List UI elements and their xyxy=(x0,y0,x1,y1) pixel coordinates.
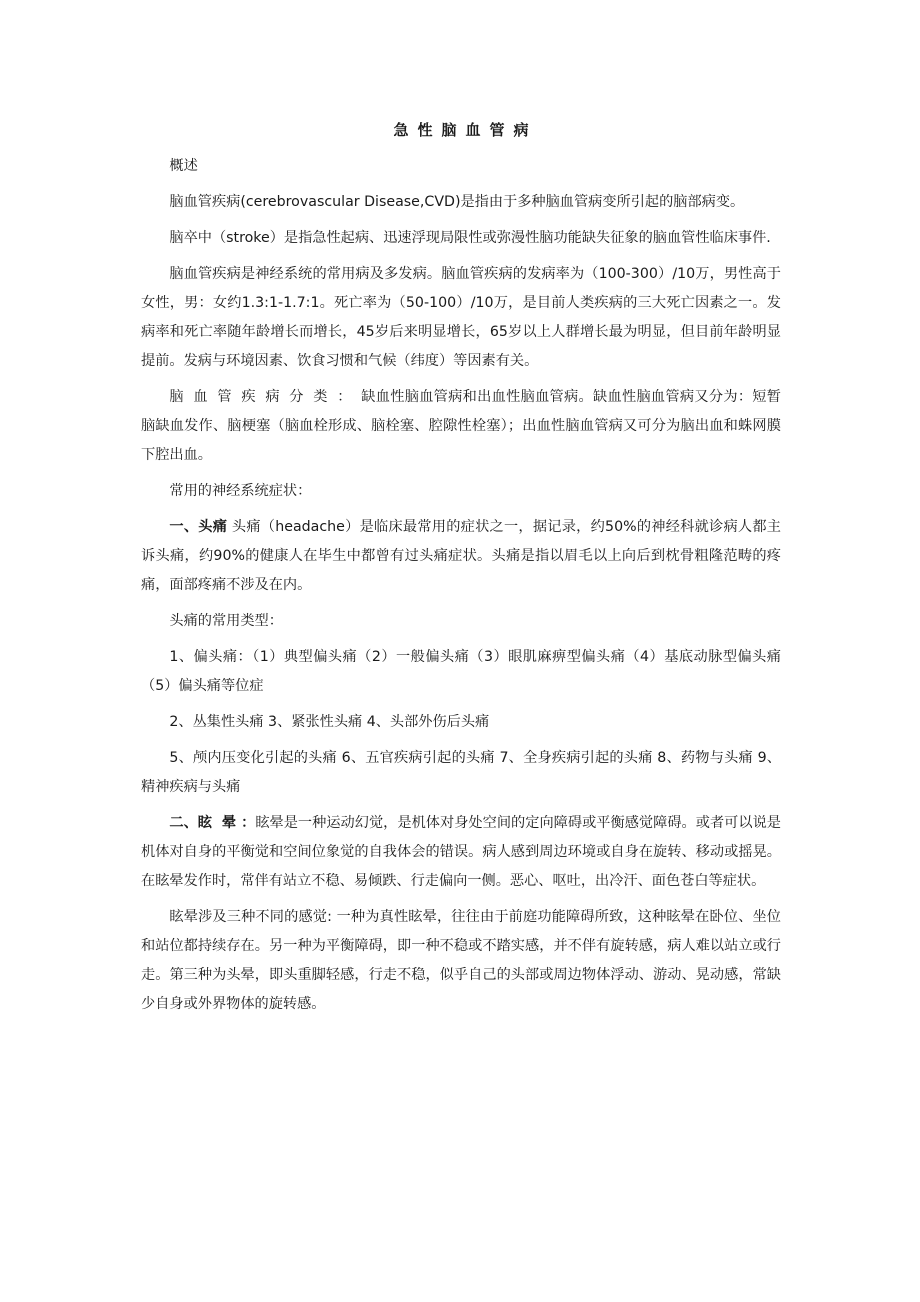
classification-body: 缺血性脑血管病和出血性脑血管病。缺血性脑血管病又分为：短暂脑缺血发作、脑梗塞（脑血栓形成、脑栓塞、腔隙性栓塞）；出血性脑血管病又可分为脑出血和蛛网膜下腔出血。 xyxy=(141,389,781,463)
vertigo-body: 眩晕是一种运动幻觉，是机体对身处空间的定向障碍或平衡感觉障碍。或者可以说是机体对自身的平衡觉和空间位象觉的自我体会的错误。病人感到周边环境或自身在旋转、移动或摇晃。在眩晕发作时，常伴有站立不稳、易倾跌、行走偏向一侧。恶心、呕吐，出冷汗、面色苍白等症状。 xyxy=(141,815,781,889)
headache-type-2: 2、丛集性头痛 3、紧张性头痛 4、头部外伤后头痛 xyxy=(169,714,490,730)
headache-type-5: 5、颅内压变化引起的头痛 6、五官疾病引起的头痛 7、全身疾病引起的头痛 8、药物与头痛 9、精神疾病与头痛 xyxy=(141,750,781,795)
headache-type-1: 1、偏头痛：（1）典型偏头痛（2）一般偏头痛（3）眼肌麻痹型偏头痛（4）基底动脉型偏头痛（5）偏头痛等位症 xyxy=(141,649,781,694)
vertigo-label: 二、眩 晕 ： xyxy=(169,815,256,831)
paragraph-vertigo-types: 眩晕涉及三种不同的感觉: 一种为真性眩晕，往往由于前庭功能障碍所致，这种眩晕在卧位、坐位和站位都持续存在。另一种为平衡障碍，即一种不稳或不踏实感，并不伴有旋转感，病人难以站立或行走。第三种为头晕，即头重脚轻感，行走不稳，似乎自己的头部或周边物体浮动、游动、晃动感，常缺少自身或外界物体的旋转感。 xyxy=(141,909,781,1012)
paragraph-cvd-definition: 脑血管疾病(cerebrovascular Disease,CVD)是指由于多种脑血管病变所引起的脑部病变。 xyxy=(169,194,745,210)
document-page xyxy=(141,116,781,1026)
headache-types-heading: 头痛的常用类型： xyxy=(169,613,283,629)
paragraph-classification xyxy=(141,383,781,470)
overview-heading: 概述 xyxy=(169,158,198,174)
symptoms-heading: 常用的神经系统症状： xyxy=(169,483,312,499)
headache-label: 一、头痛 xyxy=(169,519,228,535)
document-title: 急性脑血管病 xyxy=(393,121,538,139)
paragraph-vertigo xyxy=(141,809,781,896)
classification-lead: 脑血管疾病分类： xyxy=(169,389,362,405)
paragraph-epidemiology: 脑血管疾病是神经系统的常用病及多发病。脑血管疾病的发病率为（100-300）/10万，男性高于女性，男：女约1.3:1-1.7:1。死亡率为（50-100）/10万，是目前人类疾病的三大死亡因素之一。发病率和死亡率随年龄增长而增长，45岁后来明显增长，65岁以上人群增长最为明显，但目前年龄明显提前。发病与环境因素、饮食习惯和气候（纬度）等因素有关。 xyxy=(141,266,781,369)
paragraph-headache xyxy=(141,513,781,600)
paragraph-stroke-definition: 脑卒中（stroke）是指急性起病、迅速浮现局限性或弥漫性脑功能缺失征象的脑血管性临床事件. xyxy=(169,230,771,246)
headache-body: 头痛（headache）是临床最常用的症状之一，据记录，约50%的神经科就诊病人都主诉头痛，约90%的健康人在毕生中都曾有过头痛症状。头痛是指以眉毛以上向后到枕骨粗隆范畴的疼痛，面部疼痛不涉及在内。 xyxy=(141,519,781,593)
